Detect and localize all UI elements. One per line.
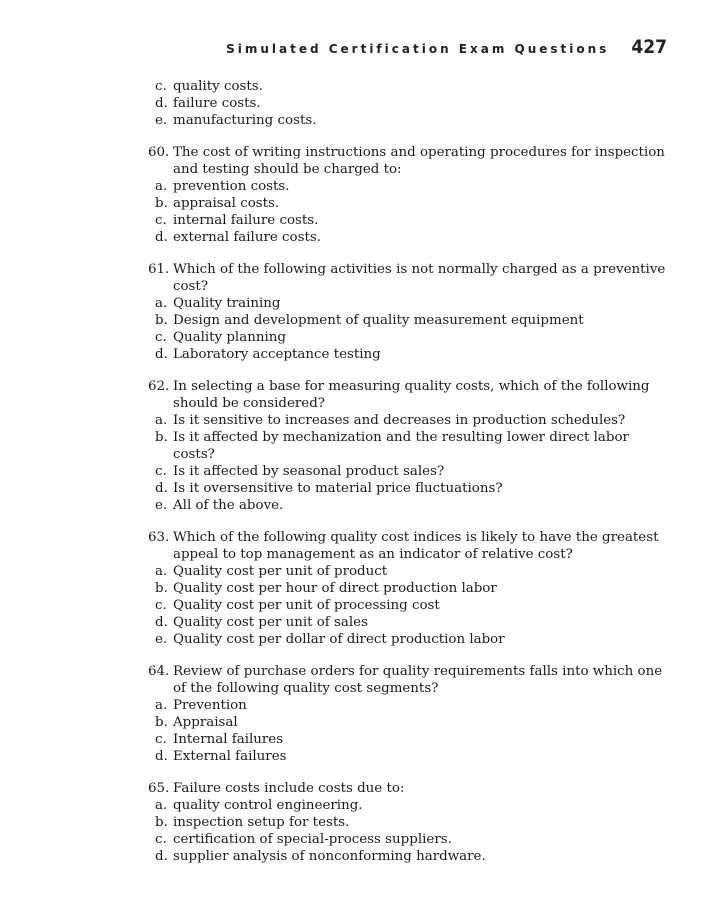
question-text: Which of the following activities is not normally charged as a preventive cost?	[173, 262, 666, 294]
option	[148, 748, 668, 765]
option	[148, 195, 668, 212]
option	[148, 697, 668, 714]
option-text: Internal failures	[173, 732, 284, 747]
option-letter: b.	[155, 581, 168, 596]
option	[148, 463, 668, 480]
question-number: 60.	[148, 145, 170, 160]
question-text: In selecting a base for measuring quality costs, which of the following should be considered?	[173, 379, 650, 411]
option	[148, 312, 668, 329]
option-letter: e.	[155, 632, 168, 647]
option-text: Is it sensitive to increases and decreases in production schedules?	[173, 413, 626, 428]
question-stem	[148, 663, 668, 697]
question-64	[148, 663, 668, 765]
option-letter: d.	[155, 849, 168, 864]
question-text: Which of the following quality cost indices is likely to have the greatest appeal to top management as an indicator of relative cost?	[173, 530, 659, 562]
question-stem	[148, 780, 668, 797]
question-stem	[148, 378, 668, 412]
option-letter: b.	[155, 196, 168, 211]
question-stem	[148, 261, 668, 295]
option-letter: d.	[155, 749, 168, 764]
option-text: Prevention	[173, 698, 247, 713]
option-text: quality control engineering.	[173, 798, 363, 813]
option-text: Quality training	[173, 296, 281, 311]
option-text: External failures	[173, 749, 287, 764]
option-text: All of the above.	[173, 498, 284, 513]
option-letter: b.	[155, 715, 168, 730]
question-number: 62.	[148, 379, 170, 394]
option-letter: c.	[155, 732, 167, 747]
option-text: supplier analysis of nonconforming hardware.	[173, 849, 486, 864]
option-text: quality costs.	[173, 79, 263, 94]
option	[148, 848, 668, 865]
option-text: Is it affected by mechanization and the resulting lower direct labor costs?	[173, 430, 629, 462]
question-number: 64.	[148, 664, 170, 679]
question-number: 63.	[148, 530, 170, 545]
option	[148, 78, 668, 95]
option-letter: e.	[155, 498, 168, 513]
option-text: Quality cost per unit of processing cost	[173, 598, 440, 613]
question-text: Failure costs include costs due to:	[173, 781, 405, 796]
option	[148, 429, 668, 463]
option-letter: c.	[155, 213, 167, 228]
option-text: Quality cost per unit of product	[173, 564, 388, 579]
option-text: Quality cost per hour of direct production labor	[173, 581, 497, 596]
option-letter: e.	[155, 113, 168, 128]
option	[148, 714, 668, 731]
page-number: 427	[631, 36, 667, 58]
option	[148, 631, 668, 648]
question-60	[148, 144, 668, 246]
question-stem	[148, 144, 668, 178]
continued-options	[148, 78, 668, 129]
option-text: manufacturing costs.	[173, 113, 317, 128]
option-text: Is it oversensitive to material price fluctuations?	[173, 481, 503, 496]
question-text: Review of purchase orders for quality requirements falls into which one of the following quality cost segments?	[173, 664, 663, 696]
option-letter: b.	[155, 313, 168, 328]
option-letter: b.	[155, 430, 168, 445]
option-text: Quality cost per dollar of direct production labor	[173, 632, 505, 647]
option-letter: a.	[155, 798, 168, 813]
option-text: appraisal costs.	[173, 196, 280, 211]
question-list	[148, 78, 668, 865]
option-letter: a.	[155, 413, 168, 428]
option-text: external failure costs.	[173, 230, 321, 245]
option-text: internal failure costs.	[173, 213, 319, 228]
option-letter: d.	[155, 96, 168, 111]
option	[148, 212, 668, 229]
option-letter: d.	[155, 347, 168, 362]
option	[148, 295, 668, 312]
question-number: 61.	[148, 262, 170, 277]
question-number: 65.	[148, 781, 170, 796]
option-letter: a.	[155, 564, 168, 579]
option	[148, 112, 668, 129]
option-text: Appraisal	[173, 715, 238, 730]
option-text: failure costs.	[173, 96, 261, 111]
option	[148, 597, 668, 614]
option-letter: d.	[155, 615, 168, 630]
running-header	[226, 36, 667, 58]
option-text: certification of special-process suppliers.	[173, 832, 452, 847]
option	[148, 580, 668, 597]
option-text: inspection setup for tests.	[173, 815, 350, 830]
option	[148, 480, 668, 497]
option-letter: b.	[155, 815, 168, 830]
option	[148, 614, 668, 631]
question-61	[148, 261, 668, 363]
option-letter: a.	[155, 296, 168, 311]
option	[148, 346, 668, 363]
option-text: Design and development of quality measurement equipment	[173, 313, 584, 328]
option-letter: c.	[155, 79, 167, 94]
option-letter: a.	[155, 179, 168, 194]
question-stem	[148, 529, 668, 563]
option	[148, 731, 668, 748]
option-letter: c.	[155, 464, 167, 479]
option	[148, 563, 668, 580]
option	[148, 412, 668, 429]
option	[148, 831, 668, 848]
option	[148, 178, 668, 195]
question-62	[148, 378, 668, 514]
option-text: Quality planning	[173, 330, 286, 345]
option-text: prevention costs.	[173, 179, 290, 194]
option	[148, 329, 668, 346]
option	[148, 797, 668, 814]
option-letter: d.	[155, 230, 168, 245]
option-letter: a.	[155, 698, 168, 713]
question-65	[148, 780, 668, 865]
question-63	[148, 529, 668, 648]
option-letter: d.	[155, 481, 168, 496]
option-letter: c.	[155, 330, 167, 345]
option-letter: c.	[155, 598, 167, 613]
option-text: Quality cost per unit of sales	[173, 615, 368, 630]
option	[148, 95, 668, 112]
option-letter: c.	[155, 832, 167, 847]
option-text: Laboratory acceptance testing	[173, 347, 381, 362]
option	[148, 229, 668, 246]
header-title: Simulated Certification Exam Questions	[226, 42, 610, 56]
option	[148, 497, 668, 514]
option-text: Is it affected by seasonal product sales?	[173, 464, 445, 479]
question-text: The cost of writing instructions and operating procedures for inspection and testing should be charged to:	[173, 145, 665, 177]
option	[148, 814, 668, 831]
